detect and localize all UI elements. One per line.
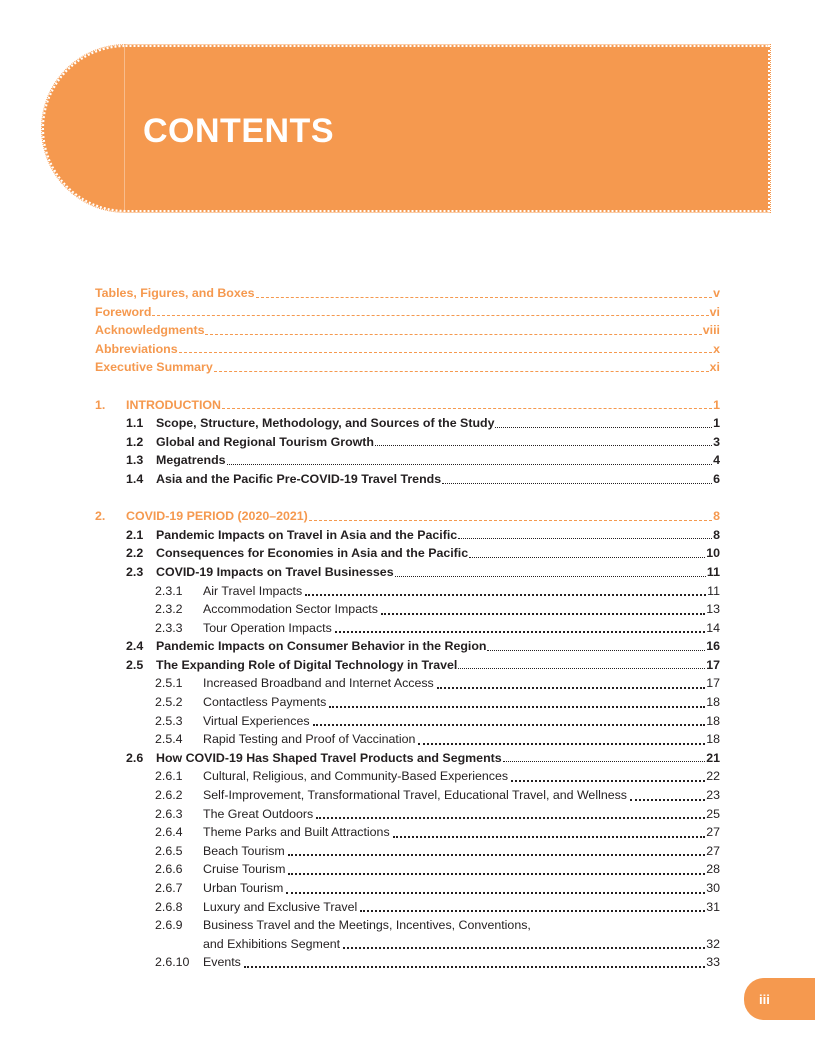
toc-page-number: 32 — [706, 936, 720, 951]
toc-page-number: 27 — [706, 843, 720, 858]
toc-leader — [222, 408, 712, 409]
toc-leader — [329, 706, 705, 708]
toc-subsection-label: Increased Broadband and Internet Access — [203, 676, 434, 691]
toc-entry-front[interactable] — [95, 321, 720, 340]
toc-leader — [495, 427, 712, 428]
toc-subsection-label: Theme Parks and Built Attractions — [203, 825, 390, 840]
toc-section[interactable] — [95, 749, 720, 768]
toc-leader — [309, 520, 712, 521]
page-number-tab — [744, 978, 815, 1020]
toc-section[interactable] — [95, 544, 720, 563]
toc-subsection-number: 2.3.1 — [155, 583, 183, 598]
toc-section-label: Pandemic Impacts on Travel in Asia and the Pacific — [156, 527, 458, 542]
toc-subsection[interactable] — [95, 898, 720, 917]
toc-entry-label: Foreword — [95, 304, 152, 319]
toc-section[interactable] — [95, 563, 720, 582]
toc-page-number: 11 — [707, 583, 720, 598]
toc-leader — [442, 483, 712, 484]
toc-page-number: 8 — [713, 527, 720, 542]
toc-section[interactable] — [95, 656, 720, 675]
toc-page-number: 33 — [706, 955, 720, 970]
toc-entry-front[interactable] — [95, 358, 720, 377]
toc-section-label: COVID-19 Impacts on Travel Businesses — [156, 564, 394, 579]
toc-subsection-label: Contactless Payments — [203, 695, 327, 710]
toc-subsection[interactable] — [95, 842, 720, 861]
toc-subsection-label: Urban Tourism — [203, 881, 284, 895]
toc-page-number: 18 — [706, 695, 720, 710]
toc-section-number: 2.4 — [126, 639, 144, 654]
toc-leader — [179, 352, 712, 353]
page-number: iii — [759, 991, 770, 1007]
toc-leader — [227, 464, 713, 465]
toc-section-number: 2.1 — [126, 527, 144, 542]
toc-page-number: 17 — [706, 676, 720, 691]
toc-entry-label: Executive Summary — [95, 360, 213, 375]
toc-leader — [630, 799, 705, 801]
toc-subsection-number: 2.5.1 — [155, 676, 183, 691]
toc-page-number: 16 — [706, 639, 720, 654]
toc-entry-front[interactable] — [95, 303, 720, 322]
toc-section-number: 2.3 — [126, 564, 144, 579]
table-of-contents — [95, 284, 720, 972]
toc-leader — [469, 557, 705, 558]
toc-leader — [487, 650, 705, 651]
toc-leader — [375, 445, 712, 446]
toc-page-number: 8 — [713, 509, 720, 524]
toc-leader — [343, 947, 705, 949]
toc-page-number: viii — [702, 323, 720, 338]
toc-entry-label: Tables, Figures, and Boxes — [95, 286, 255, 300]
toc-subsection[interactable] — [95, 674, 720, 693]
toc-page-number: 18 — [706, 713, 720, 728]
toc-subsection[interactable] — [95, 582, 720, 601]
toc-section-number: 1.3 — [126, 453, 144, 468]
toc-subsection[interactable] — [95, 619, 720, 638]
toc-subsection-label-continued: and Exhibitions Segment — [203, 936, 341, 951]
toc-subsection-label: Beach Tourism — [203, 843, 285, 858]
toc-subsection-label: Virtual Experiences — [203, 713, 310, 728]
toc-section-label: Pandemic Impacts on Consumer Behavior in the Region — [156, 639, 487, 654]
toc-subsection-number: 2.6.1 — [155, 769, 183, 784]
toc-subsection-label: Accommodation Sector Impacts — [203, 602, 378, 617]
toc-page-number: 1 — [713, 397, 720, 412]
toc-leader — [288, 873, 705, 875]
toc-page-number: xi — [709, 360, 720, 375]
toc-section-label: How COVID-19 Has Shaped Travel Products and Segments — [156, 750, 502, 765]
toc-entry-label: Abbreviations — [95, 341, 178, 356]
toc-chapter-2[interactable] — [95, 507, 720, 526]
toc-section[interactable] — [95, 637, 720, 656]
toc-page-number: 28 — [706, 862, 720, 877]
toc-subsection-label: Rapid Testing and Proof of Vaccination — [203, 732, 416, 747]
toc-page-number: 30 — [706, 881, 720, 895]
toc-page-number: 13 — [706, 602, 720, 617]
toc-page-number: 4 — [713, 453, 720, 468]
toc-subsection-label-wrap — [203, 916, 720, 953]
toc-subsection-number: 2.6.9 — [155, 918, 183, 933]
toc-subsection-label: Tour Operation Impacts — [203, 620, 332, 635]
toc-leader — [360, 910, 705, 912]
toc-subsection-number: 2.5.4 — [155, 732, 183, 747]
toc-subsection[interactable] — [95, 693, 720, 712]
toc-subsection-number: 2.3.2 — [155, 602, 183, 617]
toc-subsection-label-line2 — [203, 935, 720, 954]
toc-subsection-number: 2.5.3 — [155, 713, 183, 728]
toc-section[interactable] — [95, 433, 720, 452]
toc-subsection[interactable] — [95, 805, 720, 824]
toc-subsection[interactable] — [95, 916, 720, 953]
toc-chapter-label: COVID-19 PERIOD (2020–2021) — [126, 509, 308, 524]
toc-leader — [381, 613, 705, 615]
toc-leader — [286, 892, 705, 894]
toc-page-number: v — [713, 286, 720, 300]
toc-subsection-number: 2.5.2 — [155, 695, 183, 710]
toc-leader — [256, 297, 713, 298]
toc-section-label: The Expanding Role of Digital Technology in Travel — [156, 657, 458, 672]
toc-section-label: Global and Regional Tourism Growth — [156, 434, 374, 449]
toc-subsection-label: Events — [203, 955, 241, 970]
toc-subsection-number: 2.6.8 — [155, 899, 183, 914]
toc-subsection[interactable] — [95, 786, 720, 805]
toc-subsection-number: 2.6.2 — [155, 788, 183, 803]
toc-section[interactable] — [95, 526, 720, 545]
toc-subsection-label: Cultural, Religious, and Community-Based Experiences — [203, 769, 509, 784]
toc-subsection[interactable] — [95, 730, 720, 749]
toc-subsection-label: Luxury and Exclusive Travel — [203, 899, 358, 914]
toc-page-number: 25 — [706, 806, 720, 821]
toc-page-number: 17 — [706, 657, 720, 672]
toc-leader — [152, 315, 708, 316]
toc-page-number: 23 — [706, 788, 720, 803]
toc-section-number: 2.5 — [126, 657, 144, 672]
toc-leader — [393, 836, 706, 838]
toc-section-label: Asia and the Pacific Pre-COVID-19 Travel Trends — [156, 471, 442, 486]
toc-entry-label: Acknowledgments — [95, 323, 205, 338]
toc-subsection[interactable] — [95, 879, 720, 898]
toc-subsection-label: Cruise Tourism — [203, 862, 286, 877]
toc-subsection-label: The Great Outdoors — [203, 806, 314, 821]
toc-subsection-label: Self-Improvement, Transformational Travel, Educational Travel, and Wellness — [203, 788, 627, 803]
toc-section-label: Consequences for Economies in Asia and the Pacific — [156, 546, 469, 561]
toc-page-number: 1 — [713, 416, 720, 431]
toc-leader — [458, 538, 712, 539]
banner-divider — [124, 47, 125, 210]
toc-section-label: Scope, Structure, Methodology, and Sources of the Study — [156, 416, 495, 431]
toc-entry-front[interactable] — [95, 284, 720, 303]
toc-section[interactable] — [95, 470, 720, 489]
toc-page-number: 14 — [706, 620, 720, 635]
toc-page-number: 18 — [706, 732, 720, 747]
toc-subsection[interactable] — [95, 600, 720, 619]
toc-subsection-label: Air Travel Impacts — [203, 583, 303, 598]
toc-leader — [305, 594, 706, 596]
toc-chapter-label: INTRODUCTION — [126, 397, 221, 412]
toc-section-number: 1.4 — [126, 471, 144, 486]
toc-leader — [288, 854, 705, 856]
toc-section-number: 2.6 — [126, 750, 144, 765]
toc-subsection-number: 2.6.4 — [155, 825, 183, 840]
toc-leader — [205, 334, 701, 335]
toc-subsection-number: 2.6.3 — [155, 806, 183, 821]
toc-leader — [313, 724, 706, 726]
toc-page-number: 31 — [706, 899, 720, 914]
toc-subsection-number: 2.6.10 — [155, 955, 190, 970]
toc-leader — [418, 743, 705, 745]
toc-leader — [335, 631, 705, 633]
toc-leader — [244, 966, 705, 968]
toc-section-label: Megatrends — [156, 453, 226, 468]
toc-chapter-number: 2. — [95, 509, 106, 524]
toc-page-number: 21 — [706, 750, 720, 765]
toc-subsection-number: 2.3.3 — [155, 620, 183, 635]
toc-page-number: 27 — [706, 825, 720, 840]
toc-section[interactable] — [95, 451, 720, 470]
toc-subsection-label: Business Travel and the Meetings, Incentives, Conventions, — [203, 918, 531, 933]
toc-leader — [437, 687, 705, 689]
toc-subsection[interactable] — [95, 860, 720, 879]
toc-leader — [316, 817, 705, 819]
toc-page-number: 11 — [706, 564, 720, 579]
toc-page-number: vi — [709, 304, 720, 319]
toc-page-number: 3 — [713, 434, 720, 449]
toc-chapter-1[interactable] — [95, 396, 720, 415]
toc-subsection-number: 2.6.7 — [155, 881, 183, 895]
toc-subsection[interactable] — [95, 767, 720, 786]
toc-leader — [458, 668, 705, 669]
toc-section-number: 2.2 — [126, 546, 144, 561]
toc-page-number: 10 — [706, 546, 720, 561]
toc-page-number: x — [713, 341, 720, 356]
page-title: CONTENTS — [143, 112, 334, 150]
toc-leader — [503, 761, 706, 762]
toc-page-number: 22 — [706, 769, 720, 784]
toc-page-number: 6 — [713, 471, 720, 486]
toc-leader — [395, 576, 706, 577]
toc-subsection[interactable] — [95, 953, 720, 972]
toc-leader — [511, 780, 705, 782]
toc-leader — [214, 371, 709, 372]
toc-subsection-number: 2.6.6 — [155, 862, 183, 877]
toc-subsection-number: 2.6.5 — [155, 843, 183, 858]
toc-entry-front[interactable] — [95, 340, 720, 359]
spacer — [95, 489, 720, 508]
toc-section-number: 1.2 — [126, 434, 144, 449]
toc-subsection[interactable] — [95, 823, 720, 842]
toc-subsection[interactable] — [95, 712, 720, 731]
toc-section-number: 1.1 — [126, 416, 144, 431]
toc-chapter-number: 1. — [95, 397, 106, 412]
spacer — [95, 377, 720, 396]
toc-section[interactable] — [95, 414, 720, 433]
